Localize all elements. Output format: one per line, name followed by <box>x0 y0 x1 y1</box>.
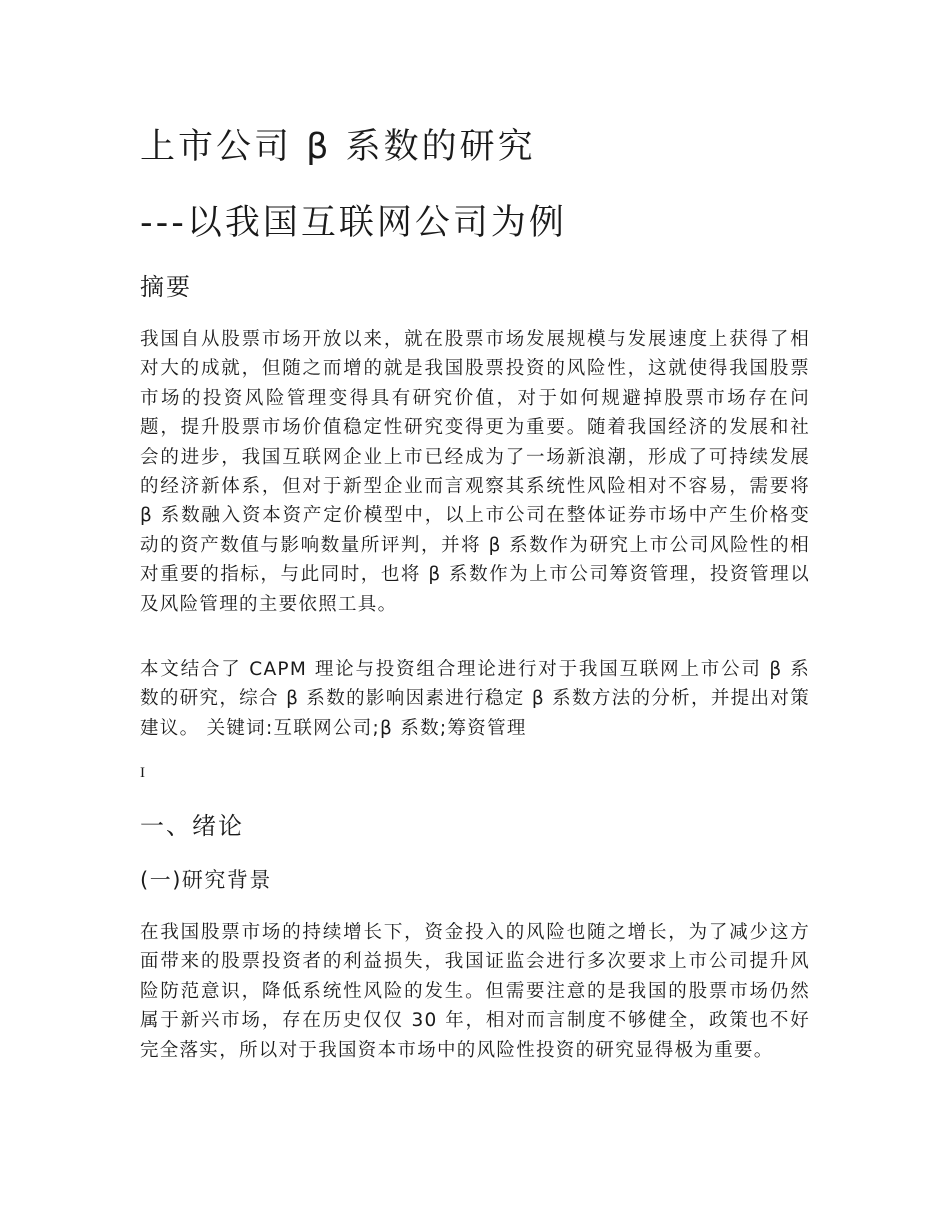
title-line-1: 上市公司 β 系数的研究 <box>140 127 536 167</box>
section-heading-introduction: 一、绪论 <box>140 812 244 840</box>
abstract-heading: 摘要 <box>140 273 192 301</box>
subsection-heading-background: (一)研究背景 <box>140 868 272 892</box>
page-number: I <box>140 765 145 781</box>
abstract-paragraph-1: 我国自从股票市场开放以来，就在股票市场发展规模与发展速度上获得了相对大的成就，但随之而增的就是我国股票投资的风险性，这就使得我国股票市场的投资风险管理变得具有研究价值，对于如何规避掉股票市场存在问题，提升股票市场价值稳定性研究变得更为重要。随着我国经济的发展和社会的进步，我国互联网企业上市已经成为了一场新浪潮，形成了可持续发展的经济新体系，但对于新型企业而言观察其系统性风险相对不容易，需要将 β 系数融入资本资产定价模型中，以上市公司在整体证券市场中产生价格变动的资产数值与影响数量所评判，并将 β 系数作为研究上市公司风险性的相对重要的指标，与此同时，也将 β 系数作为上市公司筹资管理，投资管理以及风险管理的主要依照工具。 <box>140 329 810 615</box>
background-paragraph: 在我国股票市场的持续增长下，资金投入的风险也随之增长，为了减少这方面带来的股票投资者的利益损失，我国证监会进行多次要求上市公司提升风险防范意识，降低系统性风险的发生。但需要注意的是我国的股票市场仍然属于新兴市场，存在历史仅仅 30 年，相对而言制度不够健全，政策也不好完全落实，所以对于我国资本市场中的风险性投资的研究显得极为重要。 <box>140 922 810 1061</box>
abstract-paragraph-2: 本文结合了 CAPM 理论与投资组合理论进行对于我国互联网上市公司 β 系数的研究，综合 β 系数的影响因素进行稳定 β 系数方法的分析，并提出对策建议。 关键词:互联网公司;β 系数;筹资管理 <box>140 659 810 739</box>
title-line-2: ---以我国互联网公司为例 <box>140 203 567 243</box>
